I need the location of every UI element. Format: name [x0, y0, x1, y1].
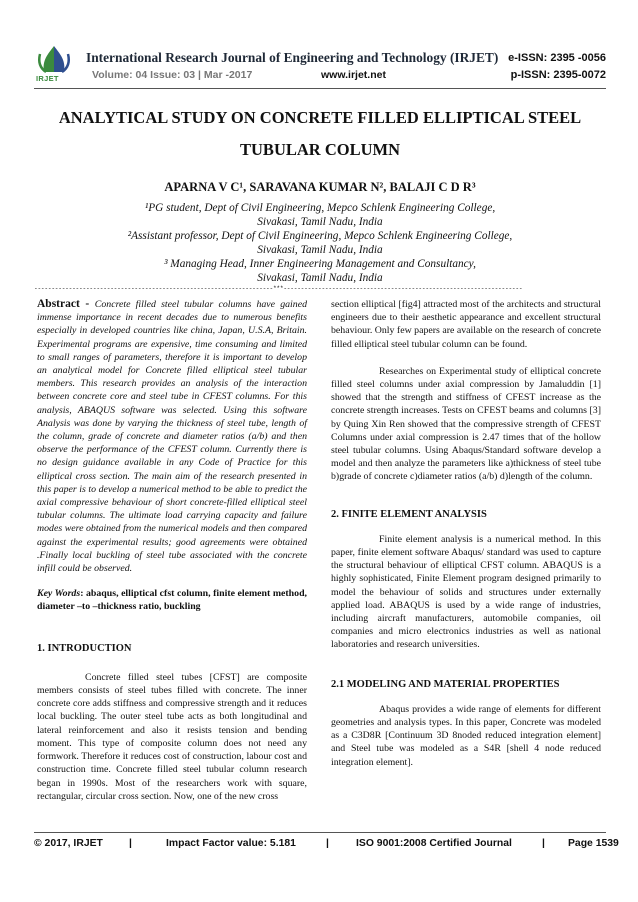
intro-paragraph-2: Researches on Experimental study of elliptical concrete filled steel columns under axial compression by Jamaluddin [1] showed that the strength and stiffness of CFEST increase as the concrete strength increases. Tests on CFEST beams and columns [3] by Quing Xin Ren showed that the compressive strength of CFEST Columns under axial compression is 2.47 times that of the hollow steel tubular columns. Using Abaqus/Standard software develop a model and then analyze the parameters like a)thickness of steel tube b)grade of concrete c)diameter ratios (a/b) d)length of the column.: [331, 365, 601, 483]
abstract-text: Concrete filled steel tubular columns have gained immense importance in recent decades due to numerous benefits especially in developed countries like china, Japan, U.S.A, Britain. Experimental programs are expensive, time consuming and limited to small ranges of parameters, therefore it is important to develop an analytical model for Concrete filled elliptical steel tubular members. This research provides an analysis of the interaction between concrete core and steel tube in CFEST columns. For this analysis, ABAQUS software was selected. Using this software Analysis was done by varying the thickness of steel tube, length of the column, grade of concrete and diameter ratios (a/b) and then observe the performance of the CFEST column. Currently there is no design guidance available in any Code of Practice for this elliptical cross section. The main aim of the research presented in this paper is to develop a numerical method to be able to predict the axial compressive behaviour of short concrete-filled elliptical steel tubular columns. The ultimate load carrying capacity and failure modes were obtained from the numerical models and then compared against the experimental results; good agreements were obtained .Finally local buckling of steel tube associated with the concrete infill could be observed.: [37, 299, 307, 575]
fea-heading: 2. FINITE ELEMENT ANALYSIS: [331, 508, 487, 520]
affiliation-1b: Sivakasi, Tamil Nadu, India: [257, 216, 383, 228]
footer-sep-3: |: [542, 838, 545, 849]
section-separator: ---------------------------------------------------------------------***---------------------------------------------------------------------: [34, 285, 523, 292]
footer-page-number: Page 1539: [568, 838, 619, 849]
e-issn: e-ISSN: 2395 -0056: [508, 52, 606, 64]
keywords-label: Key Words: [37, 588, 81, 600]
footer-divider: [34, 832, 606, 833]
right-column: [331, 298, 601, 769]
logo-text: IRJET: [36, 74, 59, 83]
affiliation-2a: ²Assistant professor, Dept of Civil Engineering, Mepco Schlenk Engineering College,: [127, 230, 513, 242]
footer-copyright: © 2017, IRJET: [34, 838, 103, 849]
intro-paragraph-1-cont: section elliptical [fig4] attracted most of the architects and structural engineers due to their aesthetic appearance and excellent structural behaviour. Only few papers are available on the research of concrete filled elliptical steel tubular column can be found.: [331, 299, 601, 350]
footer-sep-1: |: [129, 838, 132, 849]
affiliation-3a: ³ Managing Head, Inner Engineering Management and Consultancy,: [164, 258, 476, 270]
journal-title: International Research Journal of Engineering and Technology (IRJET): [86, 50, 499, 65]
website-link[interactable]: www.irjet.net: [321, 69, 386, 81]
footer-impact-factor: Impact Factor value: 5.181: [166, 838, 296, 849]
fea-paragraph: Finite element analysis is a numerical method. In this paper, finite element software Abaqus/ standard was used to capture the structural behaviour of elliptical CFST column. ABAQUS is a highly sophisticated, Finite Element program designed primarily to model the behaviour of solids and structures under externally applied load. ABAQUS is used by a wide range of industries, including aircraft manufacturers, automobile companies, oil companies and micro electronics industries as well as national laboratories and research universities.: [331, 533, 601, 651]
abstract-label: Abstract -: [37, 298, 95, 310]
affiliation-3b: Sivakasi, Tamil Nadu, India: [257, 272, 383, 284]
paper-title-line1: ANALYTICAL STUDY ON CONCRETE FILLED ELLIPTICAL STEEL: [58, 108, 582, 127]
volume-issue: Volume: 04 Issue: 03 | Mar -2017: [92, 69, 253, 81]
affiliation-1a: ¹PG student, Dept of Civil Engineering, Mepco Schlenk Engineering College,: [144, 202, 496, 214]
keywords-text: : abaqus, elliptical cfst column, finite element method, diameter –to –thickness ratio, buckling: [37, 588, 307, 613]
left-column: [37, 298, 307, 803]
footer-iso: ISO 9001:2008 Certified Journal: [356, 838, 512, 849]
p-issn: p-ISSN: 2395-0072: [510, 69, 606, 81]
paper-title-line2: TUBULAR COLUMN: [240, 140, 400, 159]
footer-sep-2: |: [326, 838, 329, 849]
authors: APARNA V C¹, SARAVANA KUMAR N², BALAJI C D R³: [164, 180, 476, 194]
header-divider: [34, 88, 606, 89]
intro-heading: 1. INTRODUCTION: [37, 642, 132, 654]
affiliation-2b: Sivakasi, Tamil Nadu, India: [257, 244, 383, 256]
keywords: [37, 587, 307, 613]
modeling-paragraph: Abaqus provides a wide range of elements for different geometries and analysis types. In this paper, Concrete was modeled as a C3D8R [Continuum 3D 8noded reduced integration element] and Steel tube was modeled as a S4R [shell 4 node reduced integration element].: [331, 703, 601, 768]
intro-paragraph-1: Concrete filled steel tubes [CFST] are composite members consists of steel tubes filled with concrete. The inner concrete core adds stiffness and compressive strength and it reduces local buckling. The outer steel tube acts as both longitudinal and lateral reinforcement and also it resists tension and bending moment. This type of composite column does not need any formwork. Therefore it reduces cost of construction, labour cost and construction time. Concrete filled steel tubular column research began in 1990s. Most of the researchers work with square, rectangular, circular cross section. Now, one of the new cross: [37, 671, 307, 802]
journal-header: [34, 44, 606, 90]
modeling-heading: 2.1 MODELING AND MATERIAL PROPERTIES: [331, 678, 560, 690]
abstract: [37, 298, 307, 575]
